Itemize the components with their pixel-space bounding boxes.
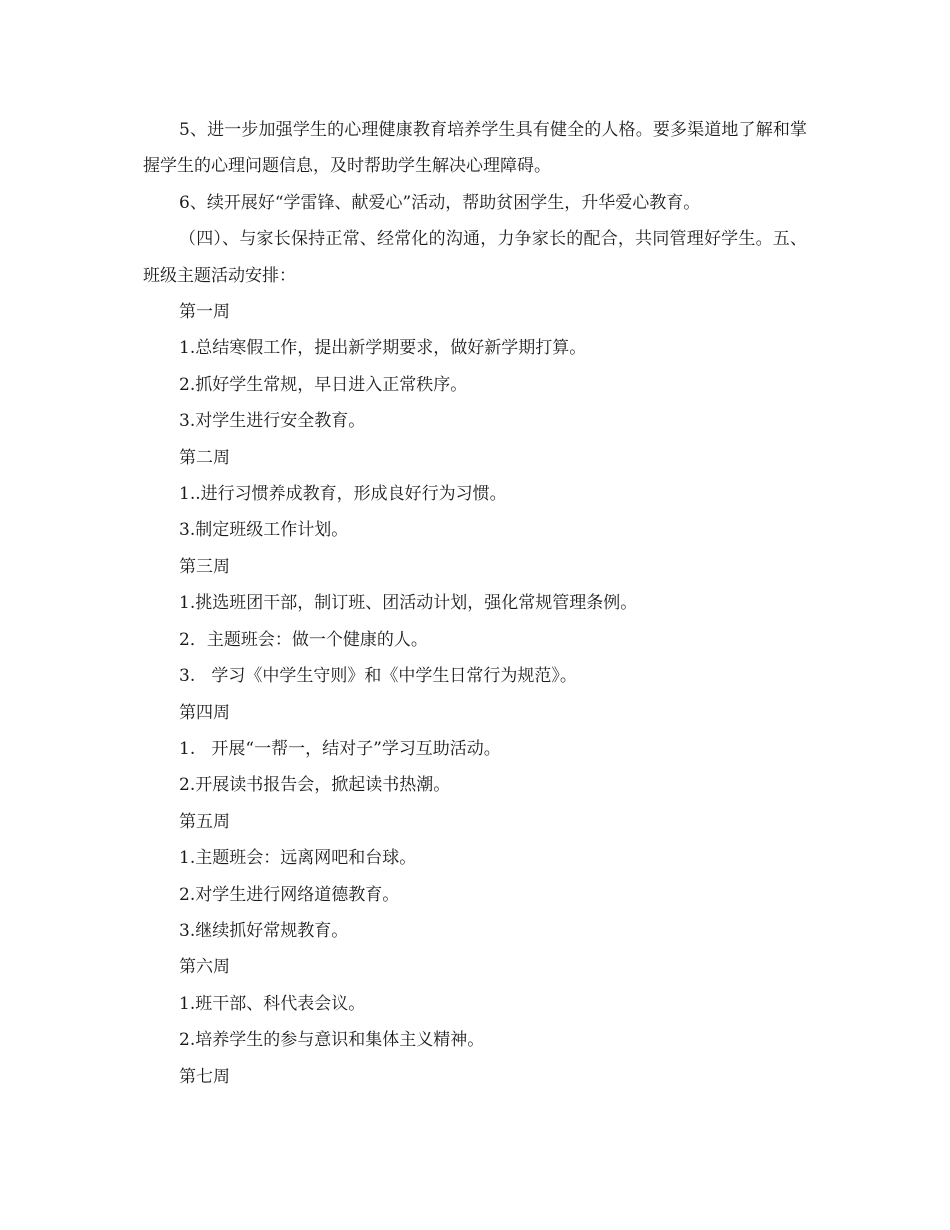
list-item: 2.抓好学生常规，早日进入正常秩序。 <box>179 374 468 395</box>
list-item: 3.继续抓好常规教育。 <box>179 920 349 941</box>
week-heading: 第七周 <box>179 1066 230 1087</box>
week-heading: 第六周 <box>179 957 230 978</box>
list-item: 3. 学习《中学生守则》和《中学生日常行为规范》。 <box>179 666 577 687</box>
week-heading: 第四周 <box>179 702 230 723</box>
list-item: 1.总结寒假工作，提出新学期要求，做好新学期打算。 <box>179 338 587 359</box>
paragraph-parent-communication: （四）、与家长保持正常、经常化的沟通，力争家长的配合，共同管理好学生。五、班级主题活动安排： <box>143 229 807 286</box>
week-heading: 第一周 <box>179 302 230 323</box>
list-item: 1. 开展“一帮一，结对子”学习互助活动。 <box>179 738 501 759</box>
week-heading: 第三周 <box>179 556 230 577</box>
list-item: 1.班干部、科代表会议。 <box>179 993 366 1014</box>
list-item: 2．主题班会：做一个健康的人。 <box>179 629 428 650</box>
paragraph-mental-health: 5、进一步加强学生的心理健康教育培养学生具有健全的人格。要多渠道地了解和掌握学生的心理问题信息，及时帮助学生解决心理障碍。 <box>143 120 807 177</box>
list-item: 1.主题班会：远离网吧和台球。 <box>179 848 417 869</box>
list-item: 1.挑选班团干部，制订班、团活动计划，强化常规管理条例。 <box>179 593 638 614</box>
document-body <box>143 112 807 1095</box>
list-item: 2.开展读书报告会，掀起读书热潮。 <box>179 775 451 796</box>
week-heading: 第五周 <box>179 811 230 832</box>
list-item: 3.制定班级工作计划。 <box>179 520 349 541</box>
paragraph-volunteer-activity: 6、续开展好“学雷锋、献爱心”活动，帮助贫困学生，升华爱心教育。 <box>179 192 701 213</box>
list-item: 1..进行习惯养成教育，形成良好行为习惯。 <box>179 484 507 505</box>
week-heading: 第二周 <box>179 447 230 468</box>
list-item: 2.培养学生的参与意识和集体主义精神。 <box>179 1030 485 1051</box>
list-item: 2.对学生进行网络道德教育。 <box>179 884 400 905</box>
list-item: 3.对学生进行安全教育。 <box>179 411 366 432</box>
